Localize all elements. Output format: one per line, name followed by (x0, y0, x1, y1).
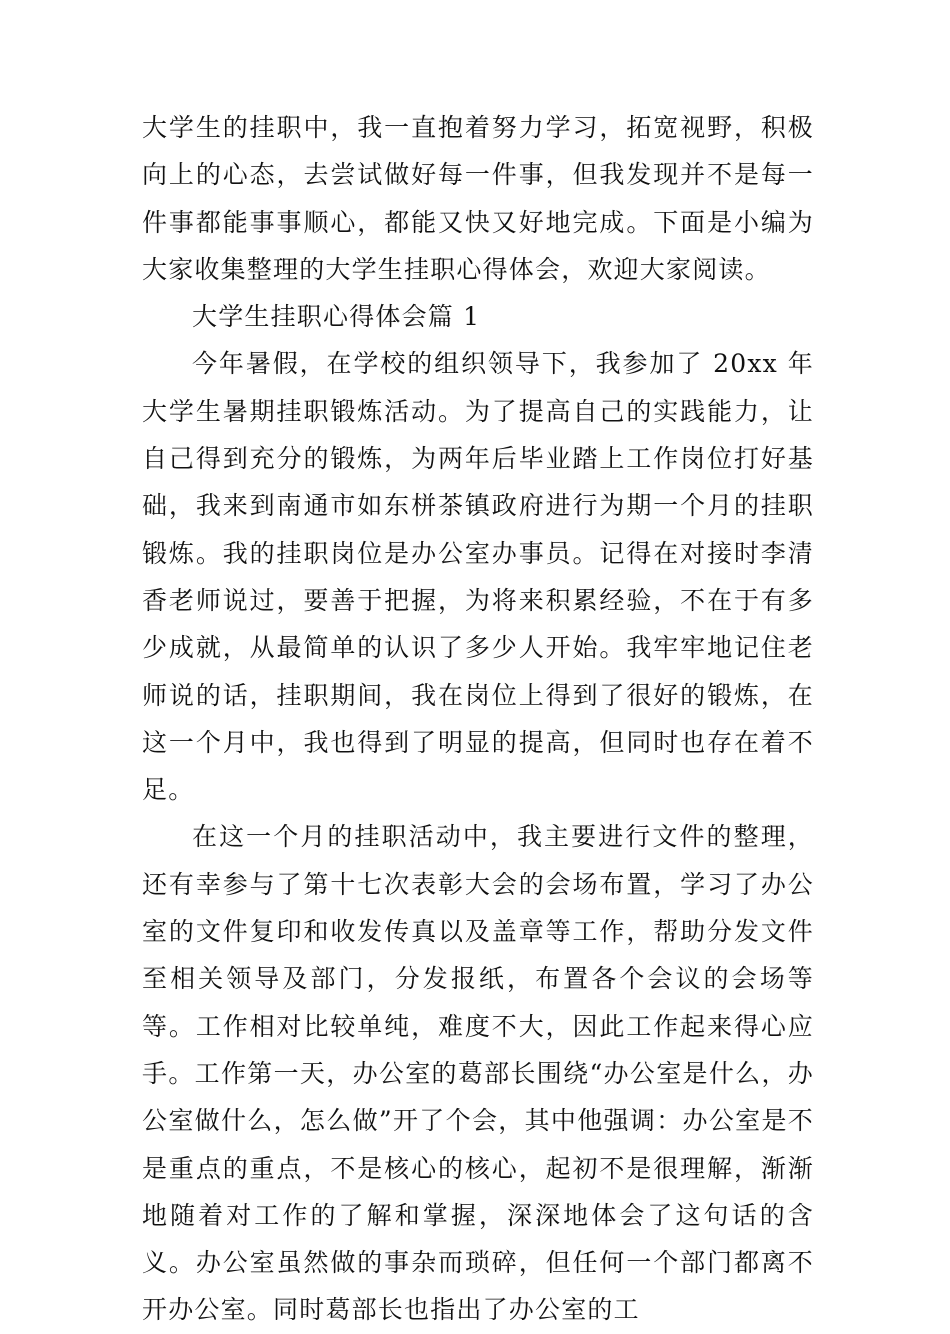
body-paragraph-1: 今年暑假，在学校的组织领导下，我参加了 20xx 年大学生暑期挂职锻炼活动。为了提高自己的实践能力，让自己得到充分的锻炼，为两年后毕业踏上工作岗位打好基础，我来到南通市如东栟茶镇政府进行为期一个月的挂职锻炼。我的挂职岗位是办公室办事员。记得在对接时李清香老师说过，要善于把握，为将来积累经验，不在于有多少成就，从最简单的认识了多少人开始。我牢牢地记住老师说的话，挂职期间，我在岗位上得到了很好的锻炼，在这一个月中，我也得到了明显的提高，但同时也存在着不足。 (142, 349, 814, 805)
intro-paragraph: 大学生的挂职中，我一直抱着努力学习，拓宽视野，积极向上的心态，去尝试做好每一件事，但我发现并不是每一件事都能事事顺心，都能又快又好地完成。下面是小编为大家收集整理的大学生挂职心得体会，欢迎大家阅读。 (142, 113, 814, 284)
section-title: 大学生挂职心得体会篇 1 (192, 302, 481, 332)
body-paragraph-2: 在这一个月的挂职活动中，我主要进行文件的整理，还有幸参与了第十七次表彰大会的会场布置，学习了办公室的文件复印和收发传真以及盖章等工作，帮助分发文件至相关领导及部门，分发报纸，布置各个会议的会场等等。工作相对比较单纯，难度不大，因此工作起来得心应手。工作第一天，办公室的葛部长围绕“办公室是什么，办公室做什么，怎么做”开了个会，其中他强调：办公室是不是重点的重点，不是核心的核心，起初不是很理解，渐渐地随着对工作的了解和掌握，深深地体会了这句话的含义。办公室虽然做的事杂而琐碎，但任何一个部门都离不开办公室。同时葛部长也指出了办公室的工 (142, 822, 814, 1325)
document-body (142, 104, 814, 1334)
